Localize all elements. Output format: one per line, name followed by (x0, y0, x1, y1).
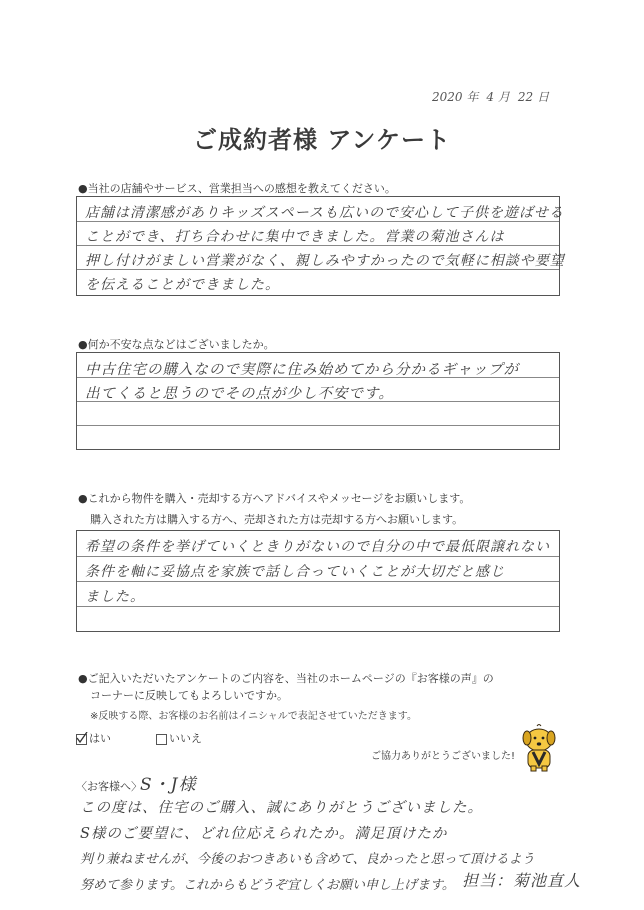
reply-header: 〈お客様へ〉 (76, 780, 142, 793)
answer-1-line-2: ことができ、打ち合わせに集中できました。営業の菊池さんは (85, 229, 505, 245)
reply-line-1: この度は、住宅のご購入、誠にありがとうございました。 (80, 800, 483, 816)
page-title: ご成約者様 アンケート (193, 126, 451, 154)
no-label: いいえ (169, 732, 202, 745)
staff-signature: 担当：菊池直人 (462, 871, 582, 890)
answer-box-3 (76, 530, 560, 632)
reply-line-2: S様のご要望に、どれ位応えられたか。満足頂けたか (80, 826, 448, 842)
answer-1-line-1: 店舗は清潔感がありキッズスペースも広いので安心して子供を遊ばせる (85, 205, 565, 221)
question-4-line-2: コーナーに反映してもよろしいですか。 (90, 689, 288, 702)
answer-3-line-2: 条件を軸に妥協点を家族で話し合っていくことが大切だと感じ (85, 564, 505, 580)
answer-box-1 (76, 196, 565, 296)
answer-1-line-3: 押し付けがましい営業がなく、親しみやすかったので気軽に相談や要望 (85, 253, 565, 269)
date-year-unit: 年 (466, 90, 479, 104)
question-1: ●当社の店舗やサービス、営業担当への感想を教えてください。 (78, 182, 396, 195)
yes-label: はい (89, 732, 111, 745)
option-no[interactable] (156, 730, 202, 746)
question-3-sub: 購入された方は購入する方へ、売却された方は売却する方へお願いします。 (90, 513, 464, 526)
answer-3-line-1: 希望の条件を挙げていくときりがないので自分の中で最低限譲れない (85, 539, 550, 555)
checkmark-icon (76, 732, 88, 744)
yes-checkbox[interactable] (76, 734, 87, 745)
answer-3-line-3: ました。 (85, 589, 145, 605)
question-4-line-1: ●ご記入いただいたアンケートのご内容を、当社のホームページの『お客様の声』の (78, 672, 494, 685)
question-3: ●これから物件を購入・売却する方へアドバイスやメッセージをお願いします。 (78, 492, 471, 505)
customer-name: S・J様 (140, 775, 197, 795)
date-month-unit: 月 (498, 90, 511, 104)
answer-1-line-4: を伝えることができました。 (85, 277, 280, 293)
thanks-message: ご協力ありがとうございました! (371, 751, 516, 762)
date-day-unit: 日 (537, 90, 550, 104)
answer-2-line-2: 出てくると思うのでその点が少し不安です。 (85, 386, 394, 402)
date-year: 2020 (432, 90, 463, 104)
reply-line-3: 判り兼ねませんが、今後のおつきあいも含めて、良かったと思って頂けるよう (80, 852, 535, 867)
answer-box-2 (76, 352, 560, 450)
mascot-dog-icon (517, 724, 561, 772)
survey-date (432, 88, 553, 105)
date-month: 4 (486, 90, 495, 104)
question-2: ●何か不安な点などはございましたか。 (78, 338, 275, 351)
question-4-note: ※反映する際、お客様のお名前はイニシャルで表記させていただきます。 (90, 711, 417, 722)
option-yes[interactable] (76, 730, 111, 746)
answer-2-line-1: 中古住宅の購入なので実際に住み始めてから分かるギャップが (85, 362, 519, 378)
date-day: 22 (517, 90, 534, 104)
reply-line-4: 努めて参ります。これからもどうぞ宜しくお願い申し上げます。 (80, 878, 455, 893)
no-checkbox[interactable] (156, 734, 167, 745)
